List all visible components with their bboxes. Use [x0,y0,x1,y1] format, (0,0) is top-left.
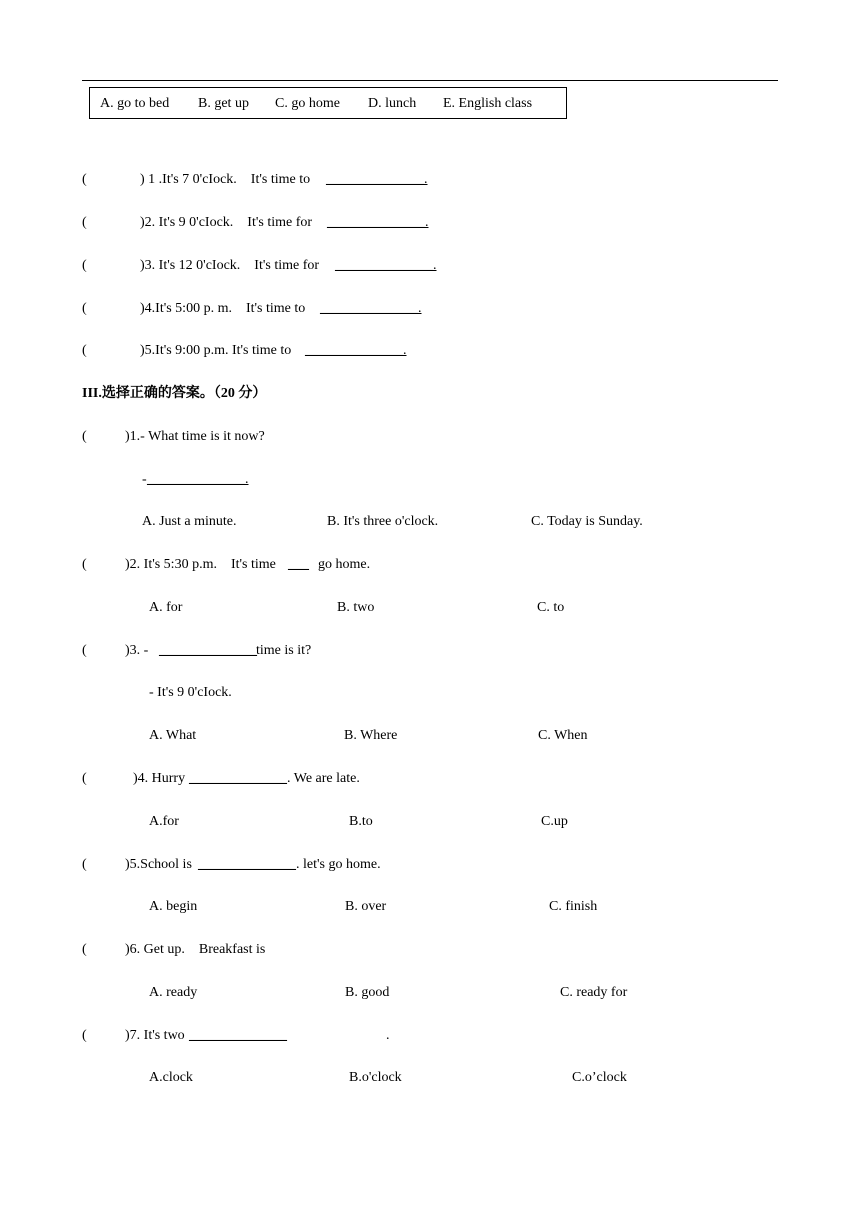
answer-paren: ( [82,172,87,187]
option-c: C. When [538,728,588,743]
word-bank-option-b: B. get up [198,96,249,111]
word-bank-option-e: E. English class [443,96,533,111]
answer-paren: ( [82,942,87,957]
option-a: A. What [149,728,197,743]
answer-paren: ( [82,258,87,273]
answer-paren: ( [82,643,87,658]
question-stem: )1.- What time is it now? [125,429,265,444]
question-stem: ) 1 .It's 7 0'cIock. It's time to [140,172,311,187]
answer-paren: ( [82,429,87,444]
option-c: C.up [541,814,568,829]
section-title: III.选择正确的答案。（20 分） [82,386,267,401]
question-stem: )3. - [125,643,156,658]
answer-blank: ______________ [159,643,257,658]
word-bank-option-a: A. go to bed [100,96,170,111]
option-b: B.to [349,814,373,829]
question-stem: )5.School is [125,857,192,872]
answer-paren: ( [82,557,87,572]
question-stem: )3. It's 12 0'cIock. It's time for [140,258,320,273]
answer-paren: ( [82,301,87,316]
answer-blank: ______________. [320,301,422,316]
question-period: . [386,1028,390,1043]
answer-blank: ______________. [327,215,429,230]
answer-paren: ( [82,343,87,358]
answer-blank: ______________. [147,472,249,487]
word-bank-option-c: C. go home [275,96,340,111]
answer-blank: ______________. [335,258,437,273]
answer-paren: ( [82,857,87,872]
question-stem: )6. Get up. Breakfast is [125,942,266,957]
option-c: C. ready for [560,985,628,1000]
question-stem-end: time is it? [256,643,312,658]
option-a: A. ready [149,985,198,1000]
question-stem: )2. It's 9 0'cIock. It's time for [140,215,313,230]
answer-blank: ______________ [198,857,296,872]
question-stem-end: go home. [311,557,371,572]
reply-line: - It's 9 0'cIock. [149,685,232,700]
option-b: B. two [337,600,375,615]
question-stem-end: . let's go home. [296,857,381,872]
answer-blank: ______________ [189,1028,287,1043]
option-a: A.for [149,814,179,829]
option-a: A. begin [149,899,198,914]
question-stem: )5.It's 9:00 p.m. It's time to [140,343,292,358]
answer-paren: ( [82,1028,87,1043]
option-b: B. over [345,899,387,914]
option-b: B. It's three o'clock. [327,514,439,529]
option-b: B. good [345,985,390,1000]
answer-blank: ______________. [305,343,407,358]
answer-paren: ( [82,771,87,786]
header-rule [82,80,778,81]
answer-blank: ______________ [189,771,287,786]
answer-blank: ______________. [326,172,428,187]
option-c: C. finish [549,899,598,914]
answer-blank: ___ [288,557,309,572]
option-a: A. for [149,600,183,615]
answer-dash: - [142,472,147,487]
word-bank-box [89,87,567,119]
option-c: C.o’clock [572,1070,627,1085]
option-c: C. Today is Sunday. [531,514,643,529]
question-stem: )7. It's two [125,1028,185,1043]
option-b: B. Where [344,728,398,743]
option-a: A. Just a minute. [142,514,237,529]
answer-paren: ( [82,215,87,230]
question-stem: )4. Hurry [133,771,186,786]
question-stem: )4.It's 5:00 p. m. It's time to [140,301,306,316]
option-c: C. to [537,600,565,615]
option-b: B.o'clock [349,1070,402,1085]
question-stem: )2. It's 5:30 p.m. It's time [125,557,276,572]
option-a: A.clock [149,1070,193,1085]
word-bank-option-d: D. lunch [368,96,417,111]
question-stem-end: . We are late. [287,771,360,786]
